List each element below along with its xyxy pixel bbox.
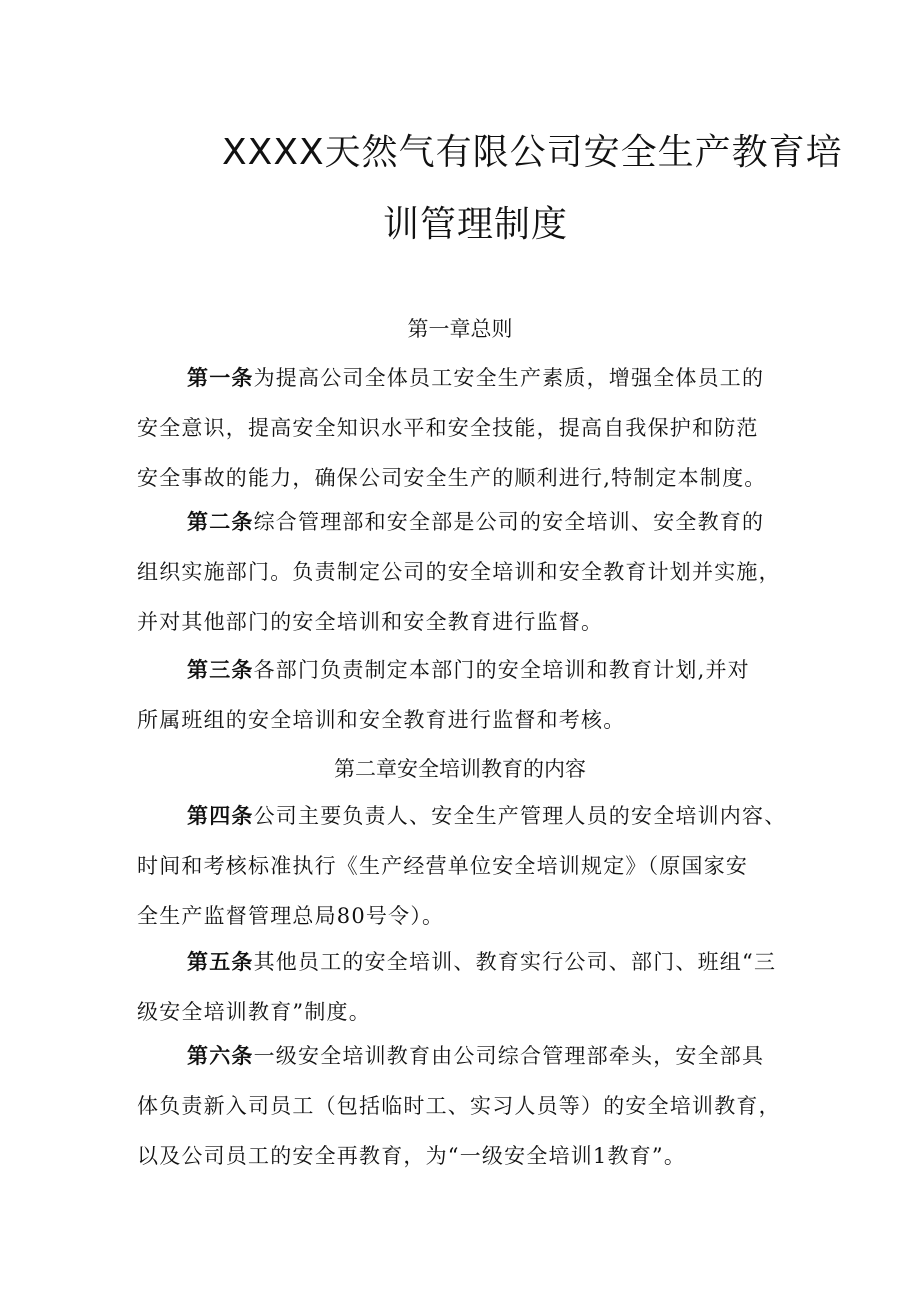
chapter-2-heading: 第二章安全培训教育的内容 [334,757,586,781]
article-label: 第五条 [187,950,254,974]
article-label: 第二条 [187,510,254,534]
article-4 [137,791,797,941]
article-line [137,353,797,403]
article-3 [137,645,797,745]
article-1 [137,353,797,503]
article-line: 级安全培训教育”制度。 [137,1000,371,1024]
article-text: 公司主要负责人、安全生产管理人员的安全培训内容、 [253,804,787,828]
article-line [137,791,797,841]
article-line: 所属班组的安全培训和安全教育进行监督和考核。 [137,708,626,732]
article-line [137,645,797,695]
article-label: 第三条 [187,658,254,682]
article-text: 各部门负责制定本部门的安全培训和教育计划,并对 [253,658,750,682]
article-line: 安全意识，提高安全知识水平和安全技能，提高自我保护和防范 [137,416,759,440]
article-line: 体负责新入司员工（包括临时工、实习人员等）的安全培训教育， [137,1094,781,1118]
article-line [137,937,797,987]
article-5 [137,937,797,1037]
article-line: 时间和考核标准执行《生产经营单位安全培训规定》（原国家安 [137,854,749,878]
chapter-1-heading: 第一章总则 [407,317,513,341]
article-line: 全生产监督管理总局80号令）。 [137,904,445,928]
article-line: 组织实施部门。负责制定公司的安全培训和安全教育计划并实施， [137,560,781,584]
article-6 [137,1031,797,1181]
article-line [137,497,797,547]
article-2 [137,497,797,647]
article-text: 一级安全培训教育由公司综合管理部牵头，安全部具 [253,1044,765,1068]
article-label: 第六条 [187,1044,254,1068]
article-line: 以及公司员工的安全再教育，为“一级安全培训1教育”。 [137,1144,687,1168]
article-label: 第四条 [187,804,254,828]
document-title-line-1: XXXX天然气有限公司安全生产教育培 [222,132,843,173]
article-text: 为提高公司全体员工安全生产素质，增强全体员工的 [253,366,765,390]
article-text: 其他员工的安全培训、教育实行公司、部门、班组“三 [253,950,777,974]
document-title-line-2: 训管理制度 [383,204,569,245]
article-label: 第一条 [187,366,254,390]
article-line: 安全事故的能力，确保公司安全生产的顺利进行,特制定本制度。 [137,466,767,490]
article-line: 并对其他部门的安全培训和安全教育进行监督。 [137,610,604,634]
article-text: 综合管理部和安全部是公司的安全培训、安全教育的 [253,510,765,534]
article-line [137,1031,797,1081]
